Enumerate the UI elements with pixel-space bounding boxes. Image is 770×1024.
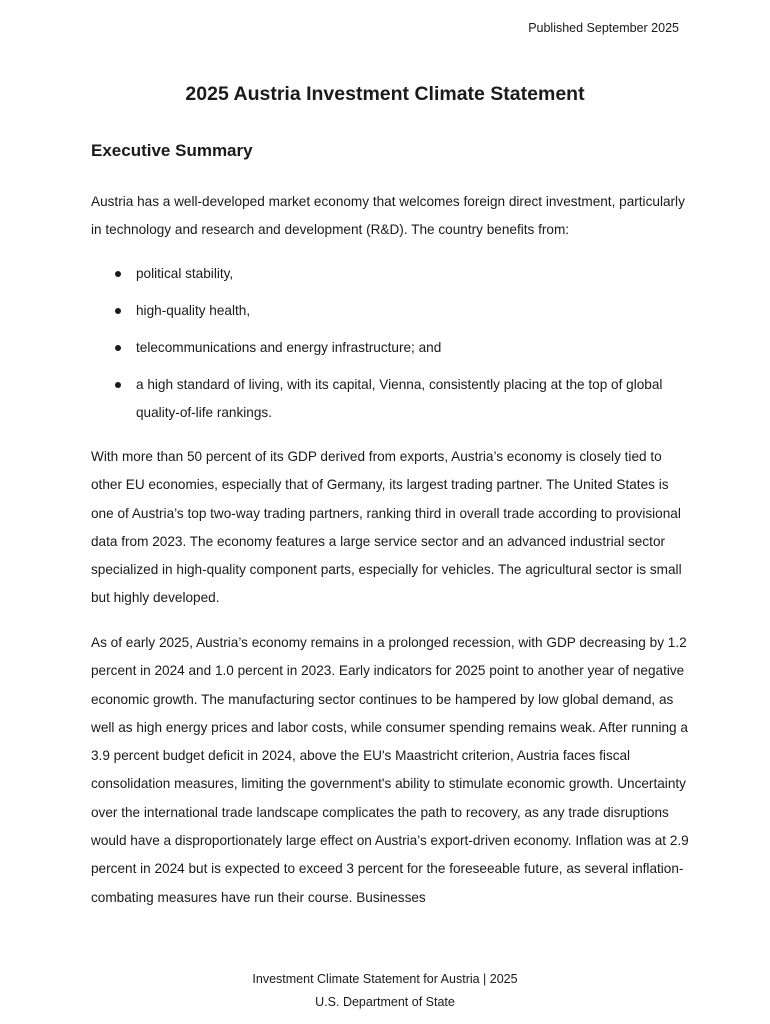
page-footer [0, 968, 770, 1014]
section-heading: Executive Summary [91, 141, 253, 160]
bullet-icon [115, 271, 121, 277]
document-title: 2025 Austria Investment Climate Statement [185, 83, 585, 105]
published-date: Published September 2025 [528, 21, 679, 35]
list-item [91, 260, 691, 288]
list-item [91, 297, 691, 325]
benefits-list [91, 260, 691, 436]
bullet-icon [115, 308, 121, 314]
footer-line-title: Investment Climate Statement for Austria | 2025 [252, 972, 518, 986]
footer-line-department: U.S. Department of State [315, 995, 455, 1009]
list-item-text: a high standard of living, with its capital, Vienna, consistently placing at the top of global quality-of-life rankings. [136, 376, 663, 421]
paragraph-recession: As of early 2025, Austria’s economy remains in a prolonged recession, with GDP decreasing by 1.2 percent in 2024 and 1.0 percent in 2023. Early indicators for 2025 point to another year of negative economic growth. The manufacturing sector continues to be hampered by low global demand, as well as high energy prices and labor costs, while consumer spending remains weak. After running a 3.9 percent budget deficit in 2024, above the EU's Maastricht criterion, Austria faces fiscal consolidation measures, limiting the government's ability to stimulate economic growth. Uncertainty over the international trade landscape complicates the path to recovery, as any trade disruptions would have a disproportionately large effect on Austria’s export-driven economy. Inflation was at 2.9 percent in 2024 but is expected to exceed 3 percent for the foreseeable future, as several inflation-combating measures have run their course. Businesses [91, 635, 689, 905]
bullet-icon [115, 382, 121, 388]
list-item-text: political stability, [136, 266, 234, 281]
list-item-text: high-quality health, [136, 302, 251, 318]
list-item [91, 334, 691, 362]
list-item-text: telecommunications and energy infrastructure; and [136, 339, 442, 355]
paragraph-intro: Austria has a well-developed market economy that welcomes foreign direct investment, particularly in technology and research and development (R&D). The country benefits from: [91, 194, 685, 238]
bullet-icon [115, 345, 121, 351]
list-item [91, 371, 691, 428]
paragraph-exports: With more than 50 percent of its GDP derived from exports, Austria’s economy is closely tied to other EU economies, especially that of Germany, its largest trading partner. The United States is one of Austria’s top two-way trading partners, ranking third in overall trade according to provisional data from 2023. The economy features a large service sector and an advanced industrial sector specialized in high-quality component parts, especially for vehicles. The agricultural sector is small but highly developed. [91, 449, 682, 606]
